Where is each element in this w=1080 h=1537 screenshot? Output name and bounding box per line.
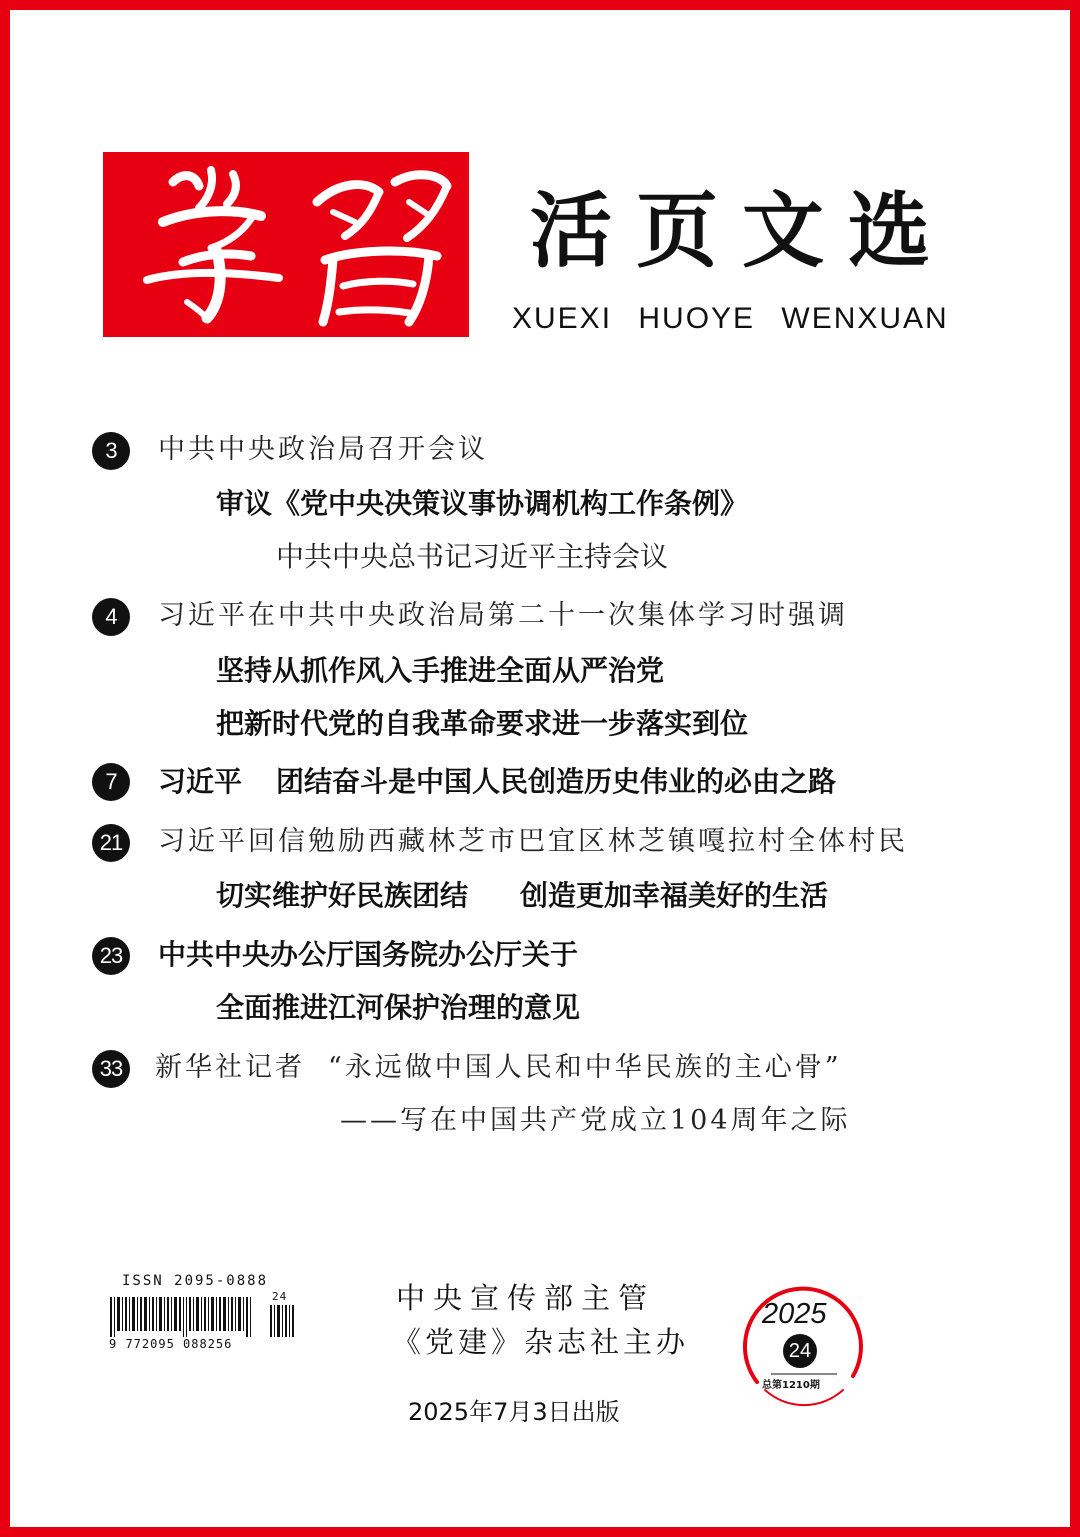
issue-number: 24: [783, 1334, 817, 1368]
page-number-badge: 33: [92, 1050, 130, 1088]
toc-item-headline: 切实维护好民族团结: [216, 879, 469, 912]
toc-item-title: 中共中央政治局召开会议: [158, 434, 488, 465]
barcode-addon: 24: [272, 1290, 288, 1303]
toc-item-headline: 把新时代党的自我革命要求进一步落实到位: [216, 707, 749, 740]
magazine-title: 活页文选: [530, 183, 955, 279]
barcode-digits: 9 772095 088256: [109, 1337, 233, 1351]
barcode-icon: [110, 1297, 310, 1337]
publish-date: 2025年7月3日出版: [408, 1398, 620, 1426]
toc-item-headline: 团结奋斗是中国人民创造历史伟业的必由之路: [276, 765, 837, 798]
supervisor-text: 中央宣传部主管: [396, 1281, 656, 1315]
toc-item-headline: 坚持从抓作风入手推进全面从严治党: [216, 654, 665, 687]
toc-item-title: “永远做中国人民和中华民族的主心骨”: [328, 1052, 842, 1083]
page-number-badge: 4: [92, 598, 130, 636]
toc-item-subtitle: ——写在中国共产党成立104周年之际: [340, 1105, 851, 1136]
total-issue: 总第1210期: [762, 1380, 820, 1391]
toc-item-title: 习近平回信勉励西藏林芝市巴宜区林芝镇嘎拉村全体村民: [158, 826, 908, 857]
toc-item-headline: 中共中央办公厅国务院办公厅关于: [158, 938, 579, 971]
page-number-badge: 23: [92, 937, 130, 975]
sponsor-text: 《党建》杂志社主办: [392, 1325, 690, 1359]
toc-item-subtitle: 中共中央总书记习近平主持会议: [276, 540, 669, 573]
page-number-badge: 3: [92, 432, 130, 470]
issue-year: 2025: [762, 1298, 827, 1330]
masthead-logo: [103, 152, 469, 337]
toc-item-headline: 审议《党中央决策议事协调机构工作条例》: [216, 487, 749, 520]
toc-item-title: 习近平在中共中央政治局第二十一次集体学习时强调: [158, 600, 848, 631]
toc-item-headline: 创造更加幸福美好的生活: [520, 879, 829, 912]
toc-item-author: 习近平: [158, 765, 243, 798]
magazine-title-pinyin: XUEXI HUOYE WENXUAN: [512, 302, 949, 335]
calligraphy-logo-icon: [103, 152, 469, 337]
toc-item-author: 新华社记者: [155, 1052, 305, 1083]
page-number-badge: 21: [92, 824, 130, 862]
toc-item-headline: 全面推进江河保护治理的意见: [216, 991, 581, 1024]
page-number-badge: 7: [92, 763, 130, 801]
issn-number: ISSN 2095-0888: [122, 1273, 269, 1289]
